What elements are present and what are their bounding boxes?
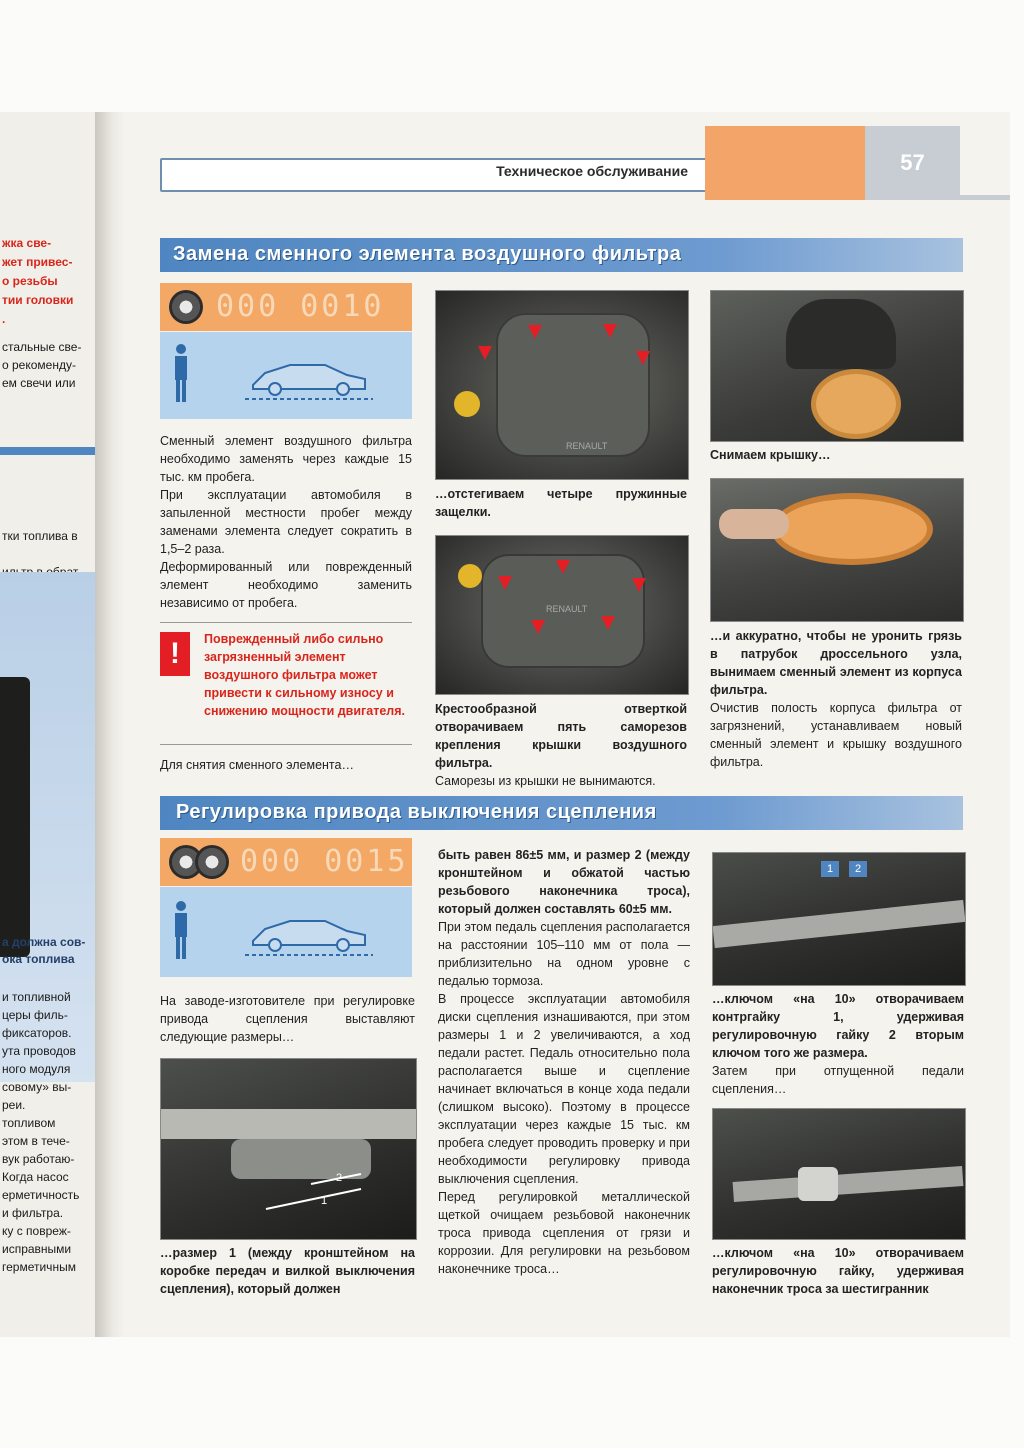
service-interval-box <box>160 283 412 331</box>
photo-latches <box>435 290 689 480</box>
photo-size-measure <box>160 1058 417 1240</box>
warning-bottom-rule <box>160 744 412 745</box>
tire-icon-second <box>195 845 229 879</box>
caption-screws: Крестообразной отверткой отворачиваем пять саморезов крепления крышки воздушного фильтра. Саморезы из крышки не вынимаются. <box>435 702 687 788</box>
caption-remove-element: …и аккуратно, чтобы не уронить грязь в патрубок дроссельного узла, вынимаем сменный элемент из корпуса фильтра. Очистив полость корпуса фильтра от загрязнений, устанавливаем новый сменный элемент и крышку воздушного фильтра. <box>710 629 962 769</box>
photo-remove-lid <box>710 290 964 442</box>
prev-warning: жка све- жет привес- о резьбы тии головки . <box>2 236 74 326</box>
header-tail <box>960 195 1010 200</box>
previous-page-fragment <box>0 112 96 1337</box>
mechanic-icon <box>170 342 192 404</box>
mileage-counter-2: 000 0015 <box>240 844 409 879</box>
book-gutter <box>95 112 125 1337</box>
section1-intro: Сменный элемент воздушного фильтра необходимо заменять через каждые 15 тыс. км пробега. При эксплуатации автомобиля в запыленной местности пробег между заменами элемента следует сократить в 1,5–2 раза. Деформированный или поврежденный элемент необходимо заменить независимо от пробега. <box>160 434 412 610</box>
work-conditions-box-2 <box>160 887 412 977</box>
removal-lead-in: Для снятия сменного элемента… <box>160 758 354 772</box>
mechanic-icon <box>170 899 192 961</box>
photo-logo: RENAULT <box>566 441 608 451</box>
warning-top-rule <box>160 622 412 623</box>
section1-title: Замена сменного элемента воздушного фильтра <box>173 243 682 265</box>
section2-title: Регулировка привода выключения сцепления <box>176 801 657 823</box>
section2-column2: быть равен 86±5 мм, и размер 2 (между кронштейном и обжатой частью резьбового наконечника троса), который должен составлять 60±5 мм. При этом педаль сцепления располагается на расстоянии 105–110 мм от пола — приблизительно на одном уровне с педалью тормоза. В процессе эксплуатации автомобиля диски сцепления изнашиваются, при этом размеры 1 и 2 увеличиваются, а ход педали растет. Педаль относительно пола располагается выше и сцепление начинает включаться в конце хода педали (слишком высоко). Поэтому в процессе эксплуатации через каждые 15 тыс. км пробега следует проводить проверку и при необходимости регулировку привода выключения сцепления. Перед регулировкой металлической щеткой очищаем резьбовой наконечник троса привода сцепления от грязи и коррозии. Для регулировки на резьбовом наконечнике троса… <box>438 848 690 1276</box>
photo-remove-element <box>710 478 964 622</box>
caption-size1: …размер 1 (между кронштейном на коробке передач и вилкой выключения сцепления), который должен <box>160 1246 415 1296</box>
photo-locknut <box>712 852 966 986</box>
prev-text-c: и топливной церы филь- фиксаторов. ута проводов ного модуля совому» вы- реи. топливом этом в тече- вук работаю- Когда насос ерметичность и фильтра. ку с повреж- исправными герметичным <box>2 990 80 1274</box>
label-2: 2 <box>849 861 867 877</box>
tire-icon <box>169 290 203 324</box>
prev-text-b: тки топлива в <box>2 529 78 543</box>
photo-adjust-nut <box>712 1108 966 1240</box>
chapter-title: Техническое обслуживание <box>496 163 688 179</box>
caption-latches: …отстегиваем четыре пружинные защелки. <box>435 487 687 519</box>
page-number: 57 <box>900 150 925 175</box>
section2-intro: На заводе-изготовителе при регулировке привода сцепления выставляют следующие размеры… <box>160 994 415 1044</box>
caption-locknut: …ключом «на 10» отворачиваем контргайку 1, удерживая регулировочную гайку 2 вторым ключом того же размера. Затем при отпущенной педали сцепления… <box>712 992 964 1096</box>
prev-caption: а должна сов- ока топлива <box>2 935 86 966</box>
mileage-counter: 000 0010 <box>216 289 385 324</box>
svg-text:1: 1 <box>321 1195 328 1207</box>
photo-screws: RENAULT <box>435 535 689 695</box>
caption-remove-lid: Снимаем крышку… <box>710 448 831 462</box>
caption-adjust-nut: …ключом «на 10» отворачиваем регулировочную гайку, удерживая наконечник троса за шестигранник <box>712 1246 964 1296</box>
car-on-lift-icon <box>245 347 375 407</box>
prev-section-bar <box>0 447 95 455</box>
label-1: 1 <box>821 861 839 877</box>
warning-icon: ! <box>160 632 190 676</box>
svg-text:2: 2 <box>336 1172 343 1184</box>
car-on-lift-icon <box>245 903 375 963</box>
service-interval-box-2 <box>160 838 412 886</box>
header-accent <box>705 126 865 200</box>
prev-text-a: стальные све- о рекоменду- ем свечи или <box>2 340 82 390</box>
warning-text: Поврежденный либо сильно загрязненный элемент воздушного фильтра может привести к сильному износу и снижению мощности двигателя. <box>204 632 405 718</box>
work-conditions-box <box>160 332 412 419</box>
